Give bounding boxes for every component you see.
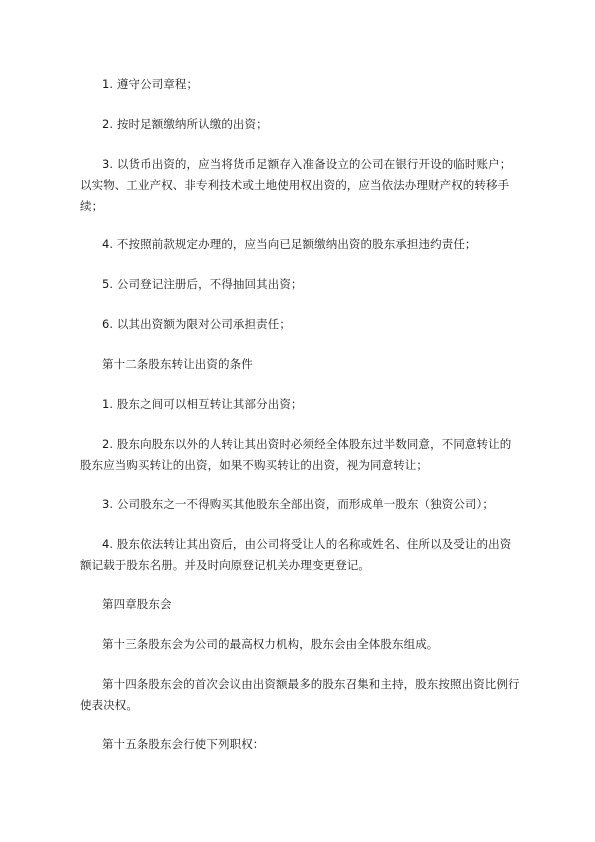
clause-item-4: 4. 不按照前款规定办理的，应当向已足额缴纳出资的股东承担违约责任；: [102, 237, 477, 251]
transfer-item-1: 1. 股东之间可以相互转让其部分出资；: [102, 397, 303, 411]
article-12-heading: 第十二条股东转让出资的条件: [102, 357, 253, 371]
chapter-4-heading: 第四章股东会: [102, 597, 172, 611]
article-14: 第十四条股东会的首次会议由出资额最多的股东召集和主持，股东按照出资比例行使表决权。: [80, 677, 520, 712]
article-13: 第十三条股东会为公司的最高权力机构，股东会由全体股东组成。: [102, 637, 439, 651]
clause-item-6: 6. 以其出资额为限对公司承担责任；: [102, 317, 291, 331]
transfer-item-4: 4. 股东依法转让其出资后，由公司将受让人的名称或姓名、住所以及受让的出资额记载于股东名册。并及时向原登记机关办理变更登记。: [80, 537, 512, 572]
clause-item-2: 2. 按时足额缴纳所认缴的出资；: [102, 117, 268, 131]
article-15: 第十五条股东会行使下列职权：: [102, 737, 265, 751]
transfer-item-3: 3. 公司股东之一不得购买其他股东全部出资，而形成单一股东（独资公司）；: [102, 497, 494, 511]
transfer-item-2: 2. 股东向股东以外的人转让其出资时必须经全体股东过半数同意，不同意转让的股东应当购买转让的出资，如果不购买转让的出资，视为同意转让；: [80, 437, 512, 472]
clause-item-3: 3. 以货币出资的，应当将货币足额存入准备设立的公司在银行开设的临时账户；以实物、工业产权、非专利技术或土地使用权出资的，应当依法办理财产权的转移手续；: [80, 157, 512, 213]
clause-item-5: 5. 公司登记注册后，不得抽回其出资；: [102, 277, 303, 291]
clause-item-1: 1. 遵守公司章程；: [102, 77, 199, 91]
